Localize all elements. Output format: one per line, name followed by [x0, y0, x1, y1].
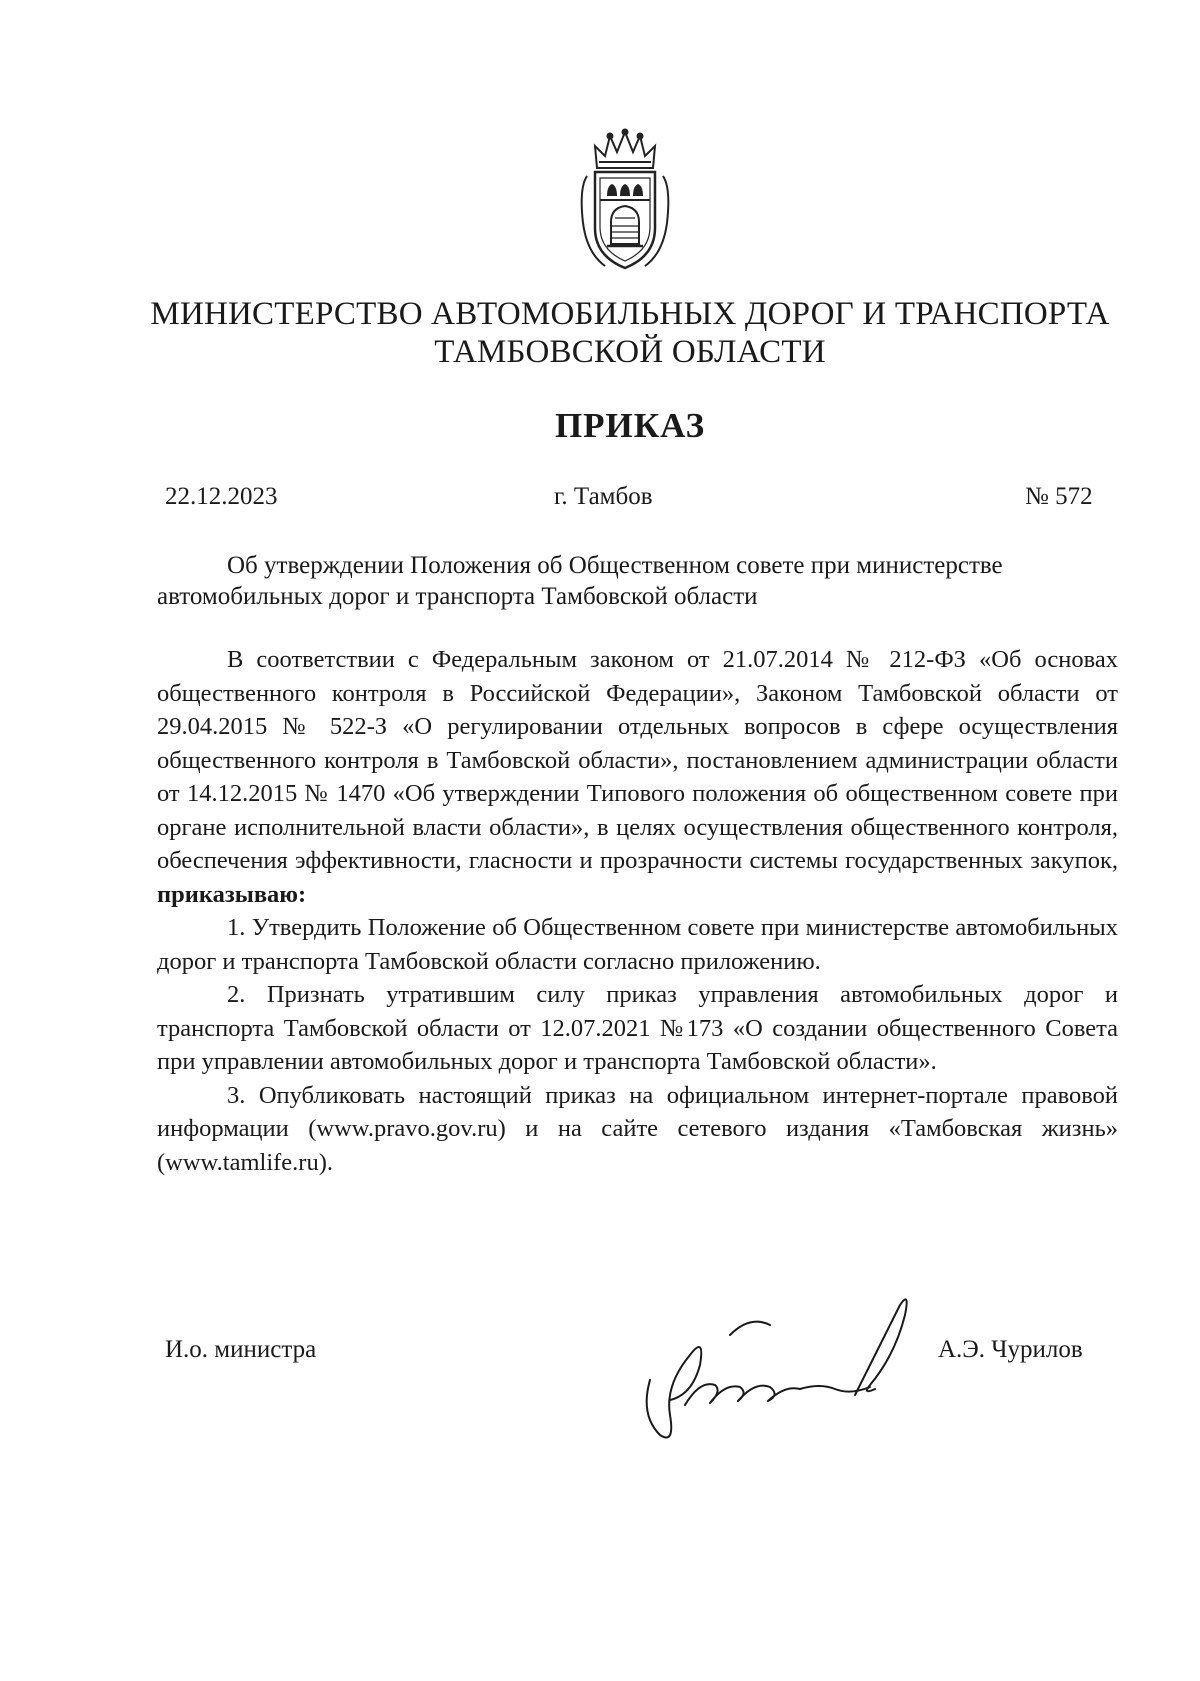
order-item-2: 2. Признать утратившим силу приказ управления автомобильных дорог и транспорта Тамбовской области от 12.07.2021 №173 «О создании общественного Совета при управлении автомобильных дорог и транспорта Тамбовской области». [157, 981, 1118, 1075]
signatory-role: И.о. министра [165, 1336, 317, 1363]
subject-line-2: автомобильных дорог и транспорта Тамбовской области [157, 583, 758, 610]
document-date: 22.12.2023 [165, 483, 278, 510]
document-body [157, 643, 1118, 1179]
document-number: № 572 [1025, 483, 1093, 510]
organization-name-line-2: ТАМБОВСКОЙ ОБЛАСТИ [434, 334, 826, 370]
handwritten-signature [630, 1285, 970, 1455]
order-word: приказываю: [157, 880, 307, 908]
order-item-1: 1. Утвердить Положение об Общественном совете при министерстве автомобильных дорог и транспорта Тамбовской области согласно приложению. [157, 914, 1118, 975]
organization-name-line-1: МИНИСТЕРСТВО АВТОМОБИЛЬНЫХ ДОРОГ И ТРАНСПОРТА [150, 296, 1110, 332]
document-type-title: ПРИКАЗ [554, 406, 706, 445]
coat-of-arms-icon [575, 128, 675, 273]
document-city: г. Тамбов [554, 483, 653, 510]
order-item-3: 3. Опубликовать настоящий приказ на официальном интернет-портале правовой информации (www.pravo.gov.ru) и на сайте сетевого издания «Тамбовская жизнь» (www.tamlife.ru). [157, 1081, 1118, 1176]
signatory-name: А.Э. Чурилов [938, 1336, 1083, 1363]
preamble-paragraph [157, 643, 1118, 911]
document-subject [157, 550, 1118, 612]
preamble-text: В соответствии с Федеральным законом от 21.07.2014 № 212-ФЗ «Об основах общественного контроля в Российской Федерации», Законом Тамбовской области от 29.04.2015 № 522-З «О регулировании отдельных вопросов в сфере осуществления общественного контроля в Тамбовской области», постановлением администрации области от 14.12.2015 № 1470 «Об утверждении Типового положения об общественном совете при органе исполнительной власти области», в целях осуществления общественного контроля, обеспечения эффективности, гласности и прозрачности системы государственных закупок, [157, 646, 1118, 874]
subject-line-1: Об утверждении Положения об Общественном совете при министерстве [227, 552, 1003, 579]
